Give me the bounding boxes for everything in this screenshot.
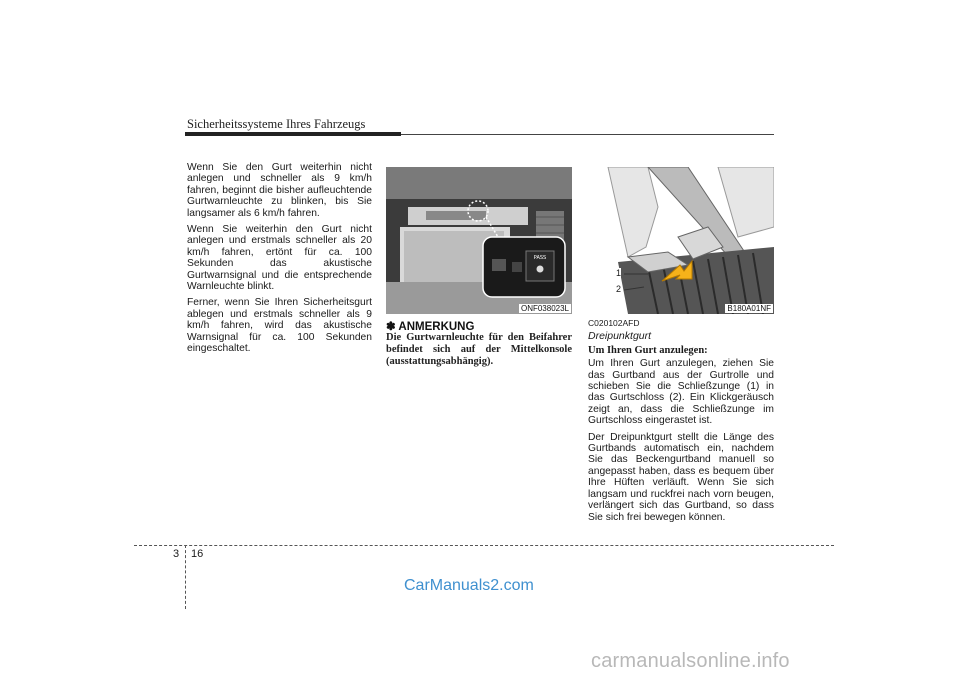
running-header: Sicherheitssysteme Ihres Fahrzeugs (187, 117, 366, 131)
page-number: 16 (191, 548, 204, 560)
paragraph: Der Dreipunktgurt stellt die Länge des Gurtbands automatisch ein, nachdem Sie das Beckengurtband manuell so angepasst haben, dass es bequem über Ihre Hüften verläuft. Wenn Sie sich langsam und ruckfrei nach vorn beugen, verlängert sich das Gurtband, so dass Sie sich frei bewegen können. (588, 431, 774, 523)
footer-rule (134, 545, 834, 546)
instruction-heading: Um Ihren Gurt anzulegen: (588, 344, 708, 356)
seatbelt-figure (588, 167, 774, 314)
header-rule-thin (401, 134, 774, 135)
text-column-3 (588, 318, 774, 528)
header-rule-thick (185, 132, 401, 136)
svg-text:PASS: PASS (533, 255, 547, 261)
paragraph: Um Ihren Gurt anzulegen, ziehen Sie das Gurtband aus der Gurtrolle und schieben Sie die Schließzunge (1) in das Gurtschloss (2). Ein Klickgeräusch zeigt an, dass die Schließzunge im Gurtschloss eingerastet ist. (588, 358, 774, 427)
watermark-link[interactable]: CarManuals2.com (404, 577, 534, 594)
section-subtitle: Dreipunktgurt (588, 330, 652, 343)
note-heading: ✽ ANMERKUNG (386, 321, 475, 333)
paragraph: Wenn Sie den Gurt weiterhin nicht anlegen und schneller als 9 km/h fahren, beginnt die bisher aufleuchtende Gurtwarnleuchte zu blinken, bis Sie langsamer als 6 km/h fahren. (187, 162, 372, 219)
paragraph: Ferner, wenn Sie Ihren Sicherheitsgurt ablegen und erstmals schneller als 9 km/h fahren, wird das akustische Warnsignal für ca. 100 Sekunden eingeschaltet. (187, 297, 372, 355)
figure-code: B180A01NF (727, 304, 771, 313)
note-body: Die Gurtwarnleuchte für den Beifahrer befindet sich auf der Mittelkonsole (ausstattungsabhängig). (386, 332, 572, 367)
paragraph: Wenn Sie weiterhin den Gurt nicht anlegen und erstmals schneller als 20 km/h fahren, ertönt für ca. 100 Sekunden das akustische Gurtwarnsignal und die entsprechende Warnleuchte blinkt. (187, 224, 372, 293)
watermark-footer: carmanualsonline.info (591, 650, 790, 672)
dashboard-illustration (386, 167, 572, 314)
section-code: C020102AFD (588, 318, 640, 328)
callout-label-1: 1 (616, 268, 622, 278)
text-column-1 (187, 162, 372, 360)
footer-divider (185, 545, 186, 609)
callout-label-2: 2 (616, 284, 622, 294)
dashboard-indicator-figure (386, 167, 572, 314)
figure-code: ONF038023L (520, 304, 569, 313)
section-number: 3 (173, 548, 180, 560)
